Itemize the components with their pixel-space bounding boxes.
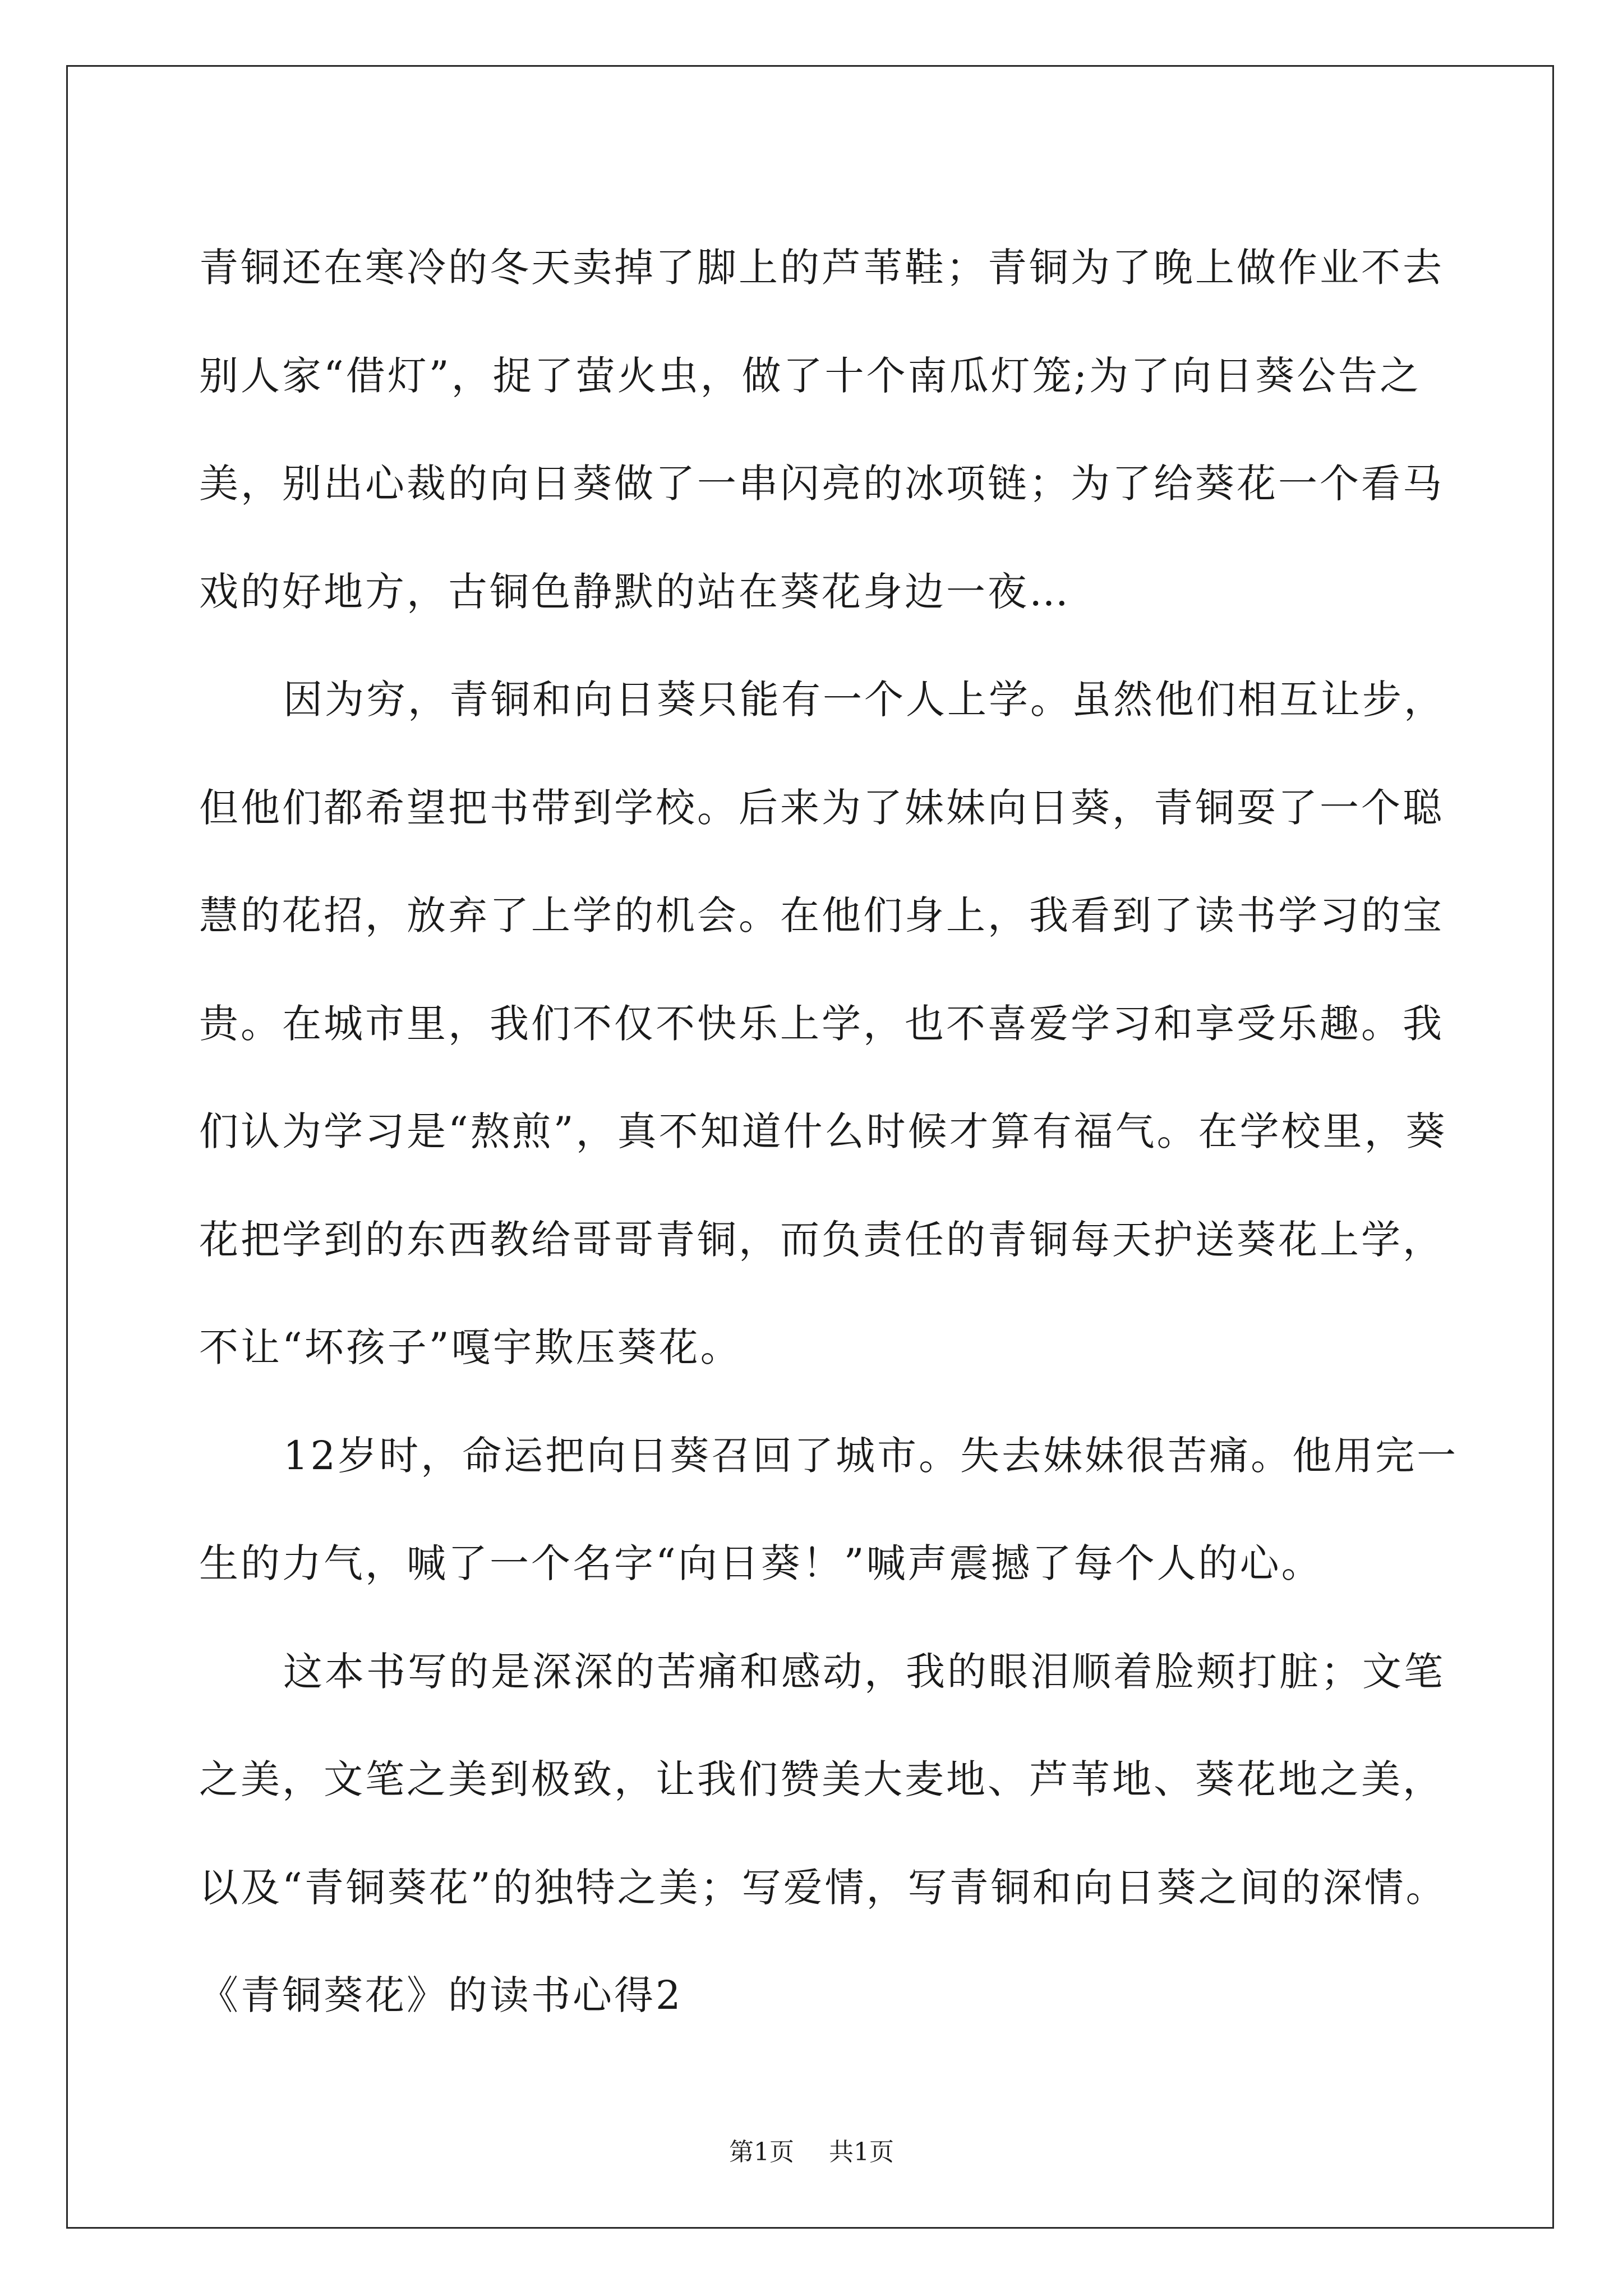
text-line: 贵。在城市里，我们不仅不快乐上学，也不喜爱学习和享受乐趣。我 — [199, 1000, 1444, 1047]
document-body — [199, 214, 1461, 2050]
paragraph-3 — [199, 1402, 1461, 1618]
text-line: 美，别出心裁的向日葵做了一串闪亮的冰项链；为了给葵花一个看马 — [199, 461, 1444, 507]
paragraph-4 — [199, 1618, 1461, 1942]
text-line: 不让“坏孩子”嘎宇欺压葵花。 — [199, 1324, 742, 1370]
text-line: 12岁时，命运把向日葵召回了城市。失去妹妹很苦痛。他用完一 — [283, 1432, 1459, 1479]
text-line: 花把学到的东西教给哥哥青铜，而负责任的青铜每天护送葵花上学， — [199, 1216, 1444, 1263]
text-line: 慧的花招，放弃了上学的机会。在他们身上，我看到了读书学习的宝 — [199, 892, 1444, 938]
paragraph-1 — [199, 214, 1461, 646]
text-line: 们认为学习是“熬煎”，真不知道什么时候才算有福气。在学校里，葵 — [199, 1108, 1447, 1154]
paragraph-2 — [199, 646, 1461, 1402]
text-line: 以及“青铜葵花”的独特之美；写爱情，写青铜和向日葵之间的深情。 — [199, 1864, 1447, 1911]
page-footer — [0, 2132, 1623, 2168]
text-line: 青铜还在寒冷的冬天卖掉了脚上的芦苇鞋；青铜为了晚上做作业不去 — [199, 245, 1444, 291]
section-heading — [199, 1941, 1461, 2050]
text-line: 生的力气，喊了一个名字“向日葵！”喊声震撼了每个人的心。 — [199, 1540, 1323, 1586]
text-line: 这本书写的是深深的苦痛和感动，我的眼泪顺着脸颊打脏；文笔 — [283, 1648, 1445, 1695]
heading-line: 《青铜葵花》的读书心得2 — [199, 1972, 683, 2018]
text-line: 之美，文笔之美到极致，让我们赞美大麦地、芦苇地、葵花地之美， — [199, 1756, 1444, 1802]
page-number: 第1页 — [729, 2138, 794, 2166]
text-line: 因为穷，青铜和向日葵只能有一个人上学。虽然他们相互让步， — [283, 677, 1445, 723]
page-total: 共1页 — [829, 2138, 894, 2166]
text-line: 别人家“借灯”，捉了萤火虫，做了十个南瓜灯笼;为了向日葵公告之 — [199, 352, 1422, 399]
text-line: 戏的好地方，古铜色静默的站在葵花身边一夜… — [199, 568, 1071, 615]
text-line: 但他们都希望把书带到学校。后来为了妹妹向日葵，青铜耍了一个聪 — [199, 784, 1444, 831]
